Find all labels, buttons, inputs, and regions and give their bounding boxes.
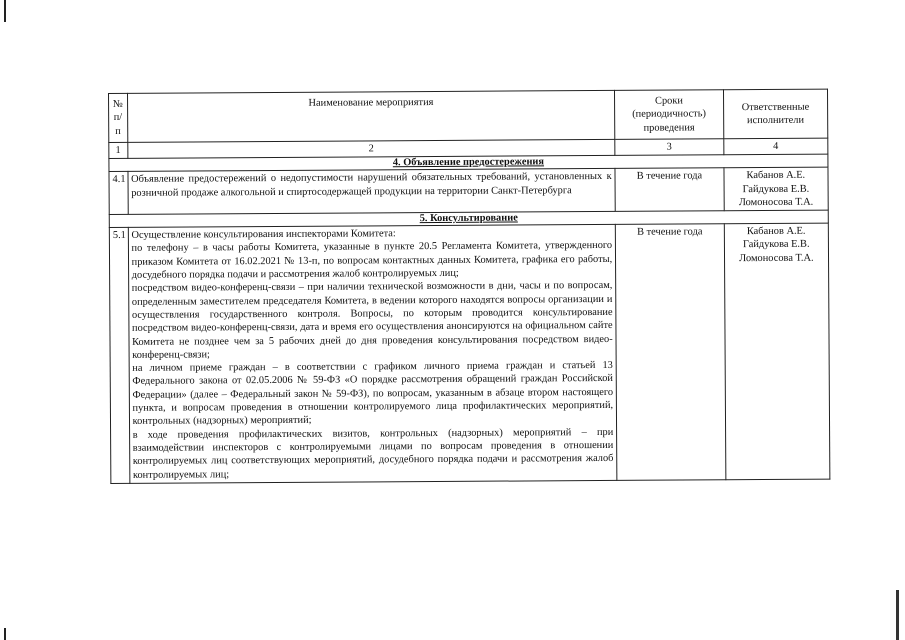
item-term: В течение года: [615, 168, 724, 212]
scan-edge-mark: [896, 590, 899, 640]
description-paragraph: посредством видео-конференц-связи – при наличии технической возможности в дни, часы и по вопросам, определенным заместителем председателя Комитета, в ведении которого находятся вопросы организации и осуществления государственного контроля. Вопросы, по которым проводится консультирование посредством видео-конференц-связи, дата и время его осуществления анонсируются на официальном сайте Комитета не позднее чем за 5 рабочих дней до дня проведения консультирования посредством видео-конференц-связи;: [131, 280, 613, 361]
column-number: 4: [723, 138, 827, 155]
column-number: 1: [109, 142, 128, 158]
description-paragraph: по телефону – в часы работы Комитета, указанные в пункте 20.5 Регламента Комитета, утвержденного приказом Комитета от 16.02.2021 № 13-п, по вопросам контактных данных Комитета, графика его работы, досудебного порядка подачи и рассмотрения жалоб контролируемых лиц;: [131, 240, 613, 281]
description-paragraph: Осуществление консультирования инспекторами Комитета:: [131, 228, 396, 242]
responsible-person: Гайдукова Е.В.: [742, 183, 810, 195]
header-responsible: Ответственные исполнители: [723, 89, 828, 139]
header-number: № п/п: [109, 93, 128, 142]
table-row: [109, 167, 828, 214]
responsible-person: Гайдукова Е.В.: [742, 239, 810, 251]
responsible-person: Кабанов А.Е.: [746, 170, 806, 182]
description-paragraph: Объявление предостережений о недопустимости нарушений обязательных требований, установленных к розничной продаже алкогольной и спиртосодержащей продукции на территории Санкт-Петербурга: [131, 171, 612, 199]
item-description: [128, 169, 616, 215]
sections-body: [109, 154, 830, 483]
scan-edge-mark: [4, 628, 6, 640]
section-title: 4. Объявление предостережения: [109, 154, 828, 171]
column-number: 2: [127, 139, 615, 158]
scan-edge-mark: [4, 0, 6, 22]
table-header-row: [109, 89, 828, 142]
plan-table: [108, 89, 830, 484]
description-paragraph: на личном приеме граждан – в соответствии с графиком личного приема граждан и статьей 13 Федерального закона от 02.05.2006 № 59-ФЗ «О порядке рассмотрения обращений граждан Российской Федерации» (далее – Федеральный закон № 59-ФЗ), по вопросам, указанным в абзаце втором настоящего пункта, и вопросам проведения в отношении контролируемого лица профилактических мероприятий, контрольных (надзорных) мероприятий;: [132, 360, 614, 428]
responsible-person: Ломоносова Т.А.: [738, 196, 814, 209]
header-name: Наименование мероприятия: [127, 90, 615, 142]
responsible-person: Кабанов А.Е.: [746, 225, 806, 238]
table-row: [109, 223, 830, 483]
header-term: Сроки (периодичность) проведения: [615, 90, 724, 140]
responsible-person: Ломоносова Т.А.: [739, 252, 814, 264]
item-responsible: [724, 167, 829, 211]
item-term: В течение года: [616, 224, 726, 480]
item-description: [128, 225, 617, 484]
section-title: 5. Консультирование: [109, 210, 828, 227]
item-responsible: [724, 223, 830, 479]
item-number: 4.1: [109, 172, 128, 215]
description-paragraph: в ходе проведения профилактических визитов, контрольных (надзорных) мероприятий – при взаимодействии инспекторов с контролируемыми лицами по вопросам проведения в отношении контролируемых лиц соответствующих мероприятий, досудебного порядка подачи и рассмотрения жалоб контролируемых лиц;: [132, 426, 614, 481]
item-number: 5.1: [109, 228, 129, 484]
column-number: 3: [615, 139, 724, 156]
